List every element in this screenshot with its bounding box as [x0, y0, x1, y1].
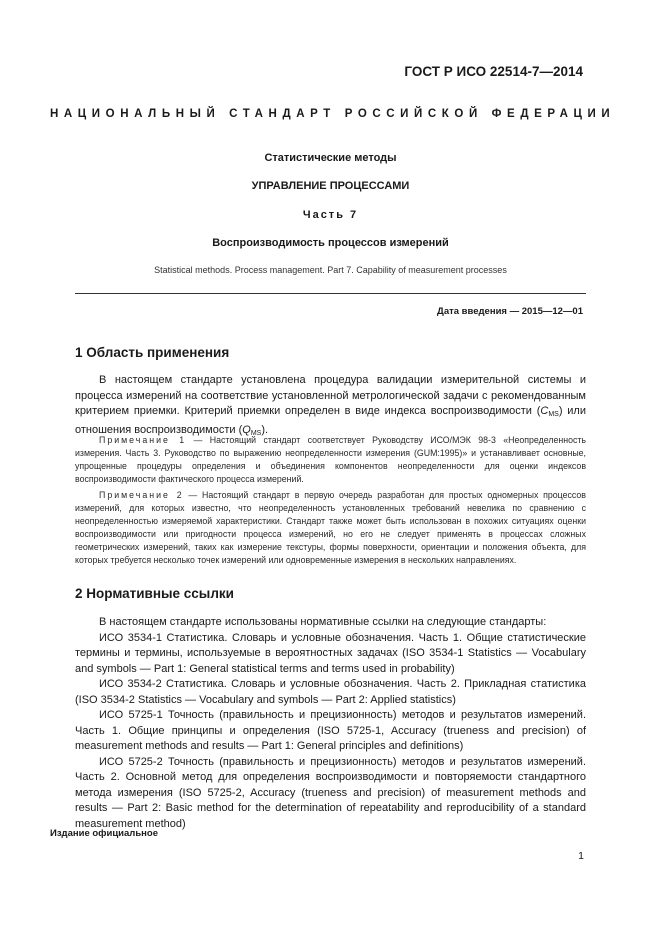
section-1-paragraph: В настоящем стандарте установлена процедура валидации измерительной системы и процесса измерений на соответствие установленной метрологической задачи с рекомендованным критерием приемки. Критерий приемки определен в виде индекса воспроизводимости $(C_{MS})$ или отношения воспроизводимости $(Q_{MS})$. [75, 374, 586, 437]
reference-item: ИСО 3534-2 Статистика. Словарь и условные обозначения. Часть 2. Прикладная статистика (ISO 3534-2 Statistics — Vocabulary and symbols — Part 2: Applied statistics) [75, 678, 586, 706]
title-part: Часть 7 [302, 209, 359, 221]
divider [75, 293, 586, 294]
note-2: Примечание 2 — Настоящий стандарт в первую очередь разработан для простых одномерных процессов измерений, для которых известно, что неопределенность установленных требований невелика по сравнению с неопределенностью измеряемой характеристики. Стандарт также может быть использован в похожих ситуациях оценки воспроизводимости или пригодности процесса измерений, но его не следует применять в процессах сложных геометрических измерений, таких как измерение текстуры, формы поверхности, ориентации и положения объекта, для которых требуется несколько точек измерений или одновременные измерения в нескольких направлениях. [75, 490, 586, 565]
normative-references [75, 615, 586, 832]
section-2-heading: 2 Нормативные ссылки [75, 586, 234, 601]
references-intro: В настоящем стандарте использованы нормативные ссылки на следующие стандарты: [99, 616, 547, 628]
note-1: Примечание 1 — Настоящий стандарт соответствует Руководству ИСО/МЭК 98-3 «Неопределенность измерения. Часть 3. Руководство по выражению неопределенности измерения (GUM:1995)» и устанавливает основные, упрощенные процедуры определения и объединения компонентов неопределенности для оценки индексов воспроизводимости фактического процесса измерений. [75, 435, 586, 484]
reference-item: ИСО 3534-1 Статистика. Словарь и условные обозначения. Часть 1. Общие статистические термины и термины, используемые в вероятностных задачах (ISO 3534-1 Statistics — Vocabulary and symbols — Part 1: General statistical terms and terms used in probability) [75, 631, 586, 675]
note-2-label: Примечание 2 [99, 490, 184, 500]
title-line-1: Статистические методы [264, 152, 397, 164]
note-1-label: Примечание 1 [99, 435, 187, 445]
title-line-4: Воспроизводимость процессов измерений [212, 237, 449, 249]
reference-item: ИСО 5725-1 Точность (правильность и прецизионность) методов и результатов измерений. Часть 1. Общие принципы и определения (ISO 5725-1, Accuracy (trueness and precision) of measurement methods and results — Part 1: General principles and definitions) [75, 709, 586, 752]
title-line-2: УПРАВЛЕНИЕ ПРОЦЕССАМИ [251, 180, 410, 192]
section-1-heading: 1 Область применения [75, 345, 230, 360]
edition-label: Издание официальное [50, 828, 158, 839]
effective-date: Дата введения — 2015—12—01 [437, 306, 583, 317]
reference-item: ИСО 5725-2 Точность (правильность и прецизионность) методов и результатов измерений. Часть 2. Основной метод для определения воспроизводимости и повторяемости стандартного метода измерения (ISO 5725-2, Accuracy (trueness and precision) of measurement methods and results — Part 2: Basic method for the determination of repeatability and reproducibility of a standard measurement method) [75, 755, 586, 830]
document-code: ГОСТ Р ИСО 22514-7—2014 [404, 64, 583, 79]
english-title: Statistical methods. Process management. Part 7. Capability of measurement processes [154, 265, 507, 275]
page-number: 1 [578, 850, 584, 862]
national-standard-banner: НАЦИОНАЛЬНЫЙ СТАНДАРТ РОССИЙСКОЙ ФЕДЕРАЦИИ [50, 108, 616, 120]
